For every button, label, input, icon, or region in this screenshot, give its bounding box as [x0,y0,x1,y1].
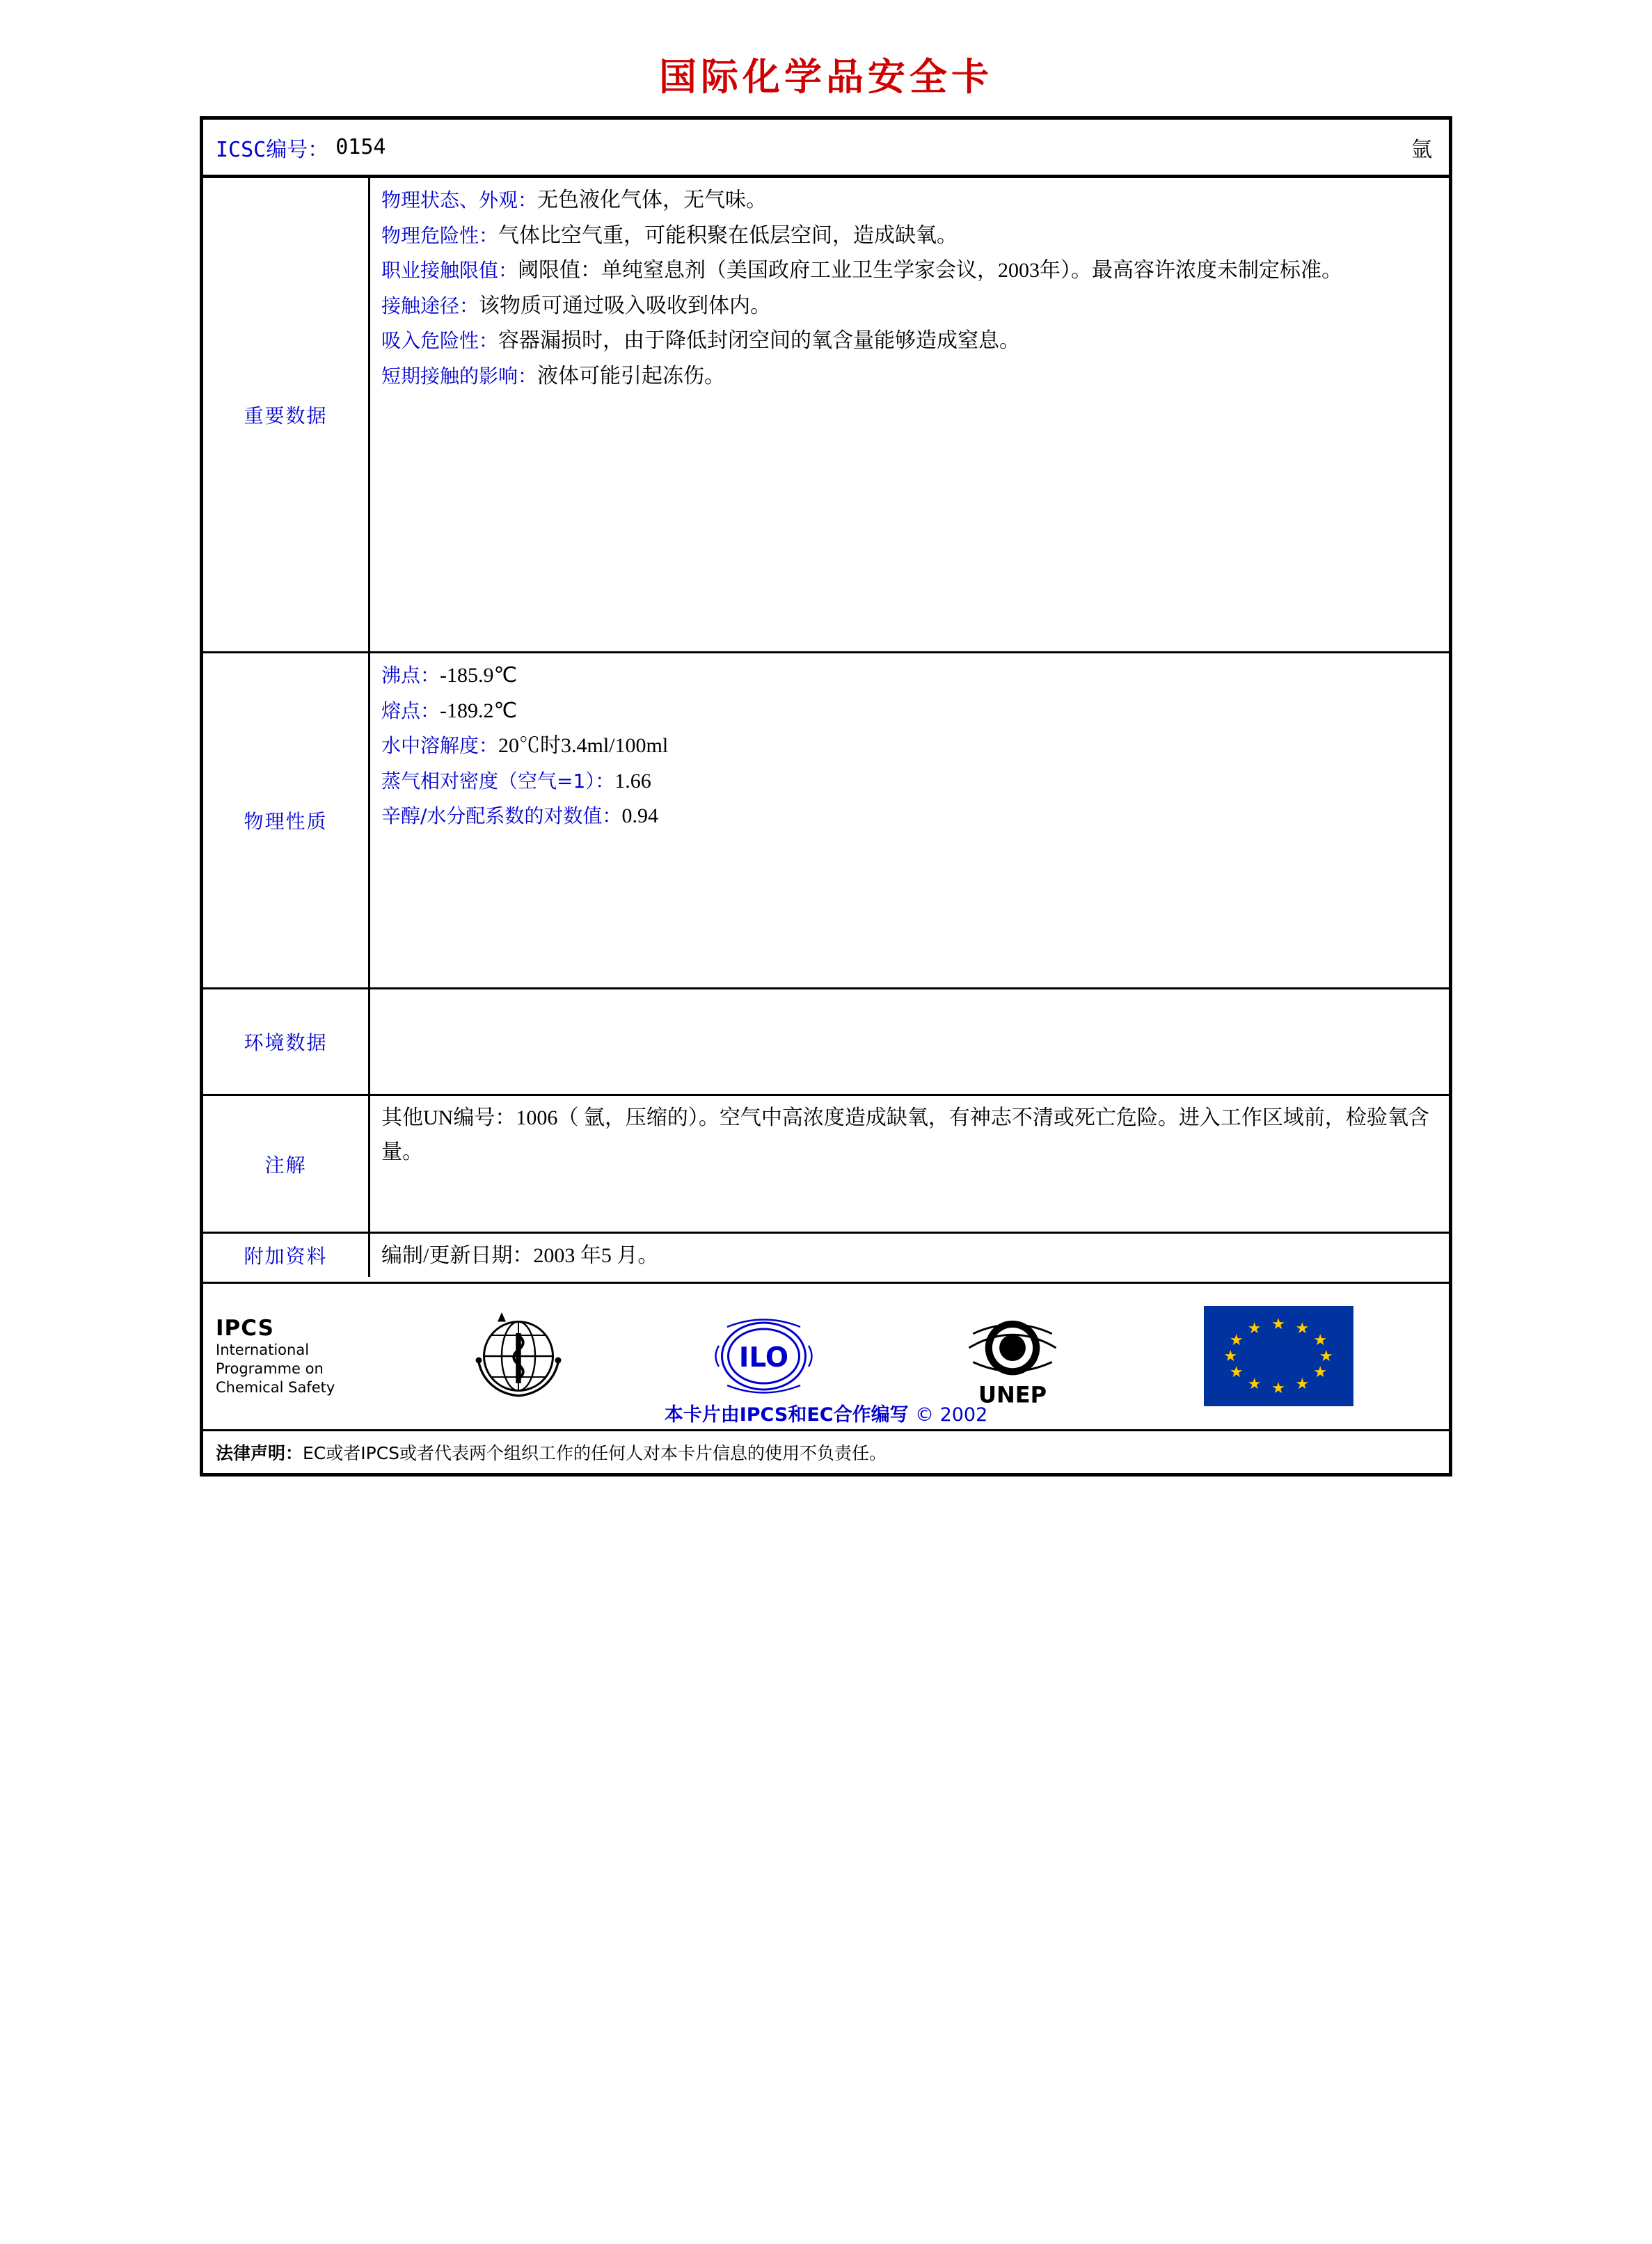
section-body-important [370,178,1449,651]
data-line [381,184,1438,218]
ipcs-line-3: Chemical Safety [216,1378,335,1396]
notes-text: 其他UN编号：1006（ 氩，压缩的）。空气中高浓度造成缺氧，有神志不清或死亡危险。进入工作区域前，检验氧含量。 [381,1106,1429,1163]
section-label-important: 重要数据 [203,178,370,651]
section-physical-properties [203,653,1449,989]
data-line [381,360,1438,394]
section-label-environmental: 环境数据 [203,989,370,1094]
data-line [381,219,1438,253]
section-label-notes: 注解 [203,1096,370,1232]
section-body-physical [370,653,1449,987]
field-key: 熔点： [381,699,440,722]
organization-logos [370,1303,1449,1410]
data-line [381,765,1438,799]
card-header [203,120,1449,178]
safety-card [200,116,1452,1477]
legal-label: 法律声明： [216,1442,303,1463]
field-value: 0.94 [621,804,658,828]
copyright-text: © 2002 [914,1403,988,1426]
page-title: 国际化学品安全卡 [659,55,993,99]
field-value: 1.66 [614,769,651,793]
section-environmental-data [203,989,1449,1096]
data-line [381,659,1438,693]
ipcs-title: IPCS [216,1315,274,1341]
substance-name: 氩 [1411,138,1432,161]
who-logo-icon [466,1304,571,1408]
section-label-additional: 附加资料 [203,1234,370,1277]
field-value: -189.2℃ [440,699,518,722]
data-line [381,694,1438,729]
section-important-data [203,178,1449,653]
unep-label: UNEP [978,1381,1047,1408]
additional-text: 编制/更新日期：2003 年5 月。 [381,1244,659,1267]
eu-flag-icon: ★ ★ ★ ★ ★ ★ ★ ★ ★ ★ ★ ★ [1204,1306,1353,1406]
field-key: 物理危险性： [381,223,499,247]
data-line [381,254,1438,288]
data-line [381,729,1438,763]
field-key: 水中溶解度： [381,734,499,758]
field-key: 吸入危险性： [381,329,499,353]
field-key: 接触途径： [381,294,479,317]
field-value: 液体可能引起冻伤。 [537,364,726,388]
data-line [381,289,1438,324]
section-notes [203,1096,1449,1234]
field-value: -185.9℃ [440,664,518,687]
field-key: 短期接触的影响： [381,364,538,388]
icsc-label: ICSC编号： [216,137,329,162]
section-additional-info [203,1234,1449,1284]
credit-text: 本卡片由IPCS和EC合作编写 [664,1403,909,1426]
section-body-additional [370,1234,1449,1282]
field-value: 无色液化气体，无气味。 [537,189,768,212]
ipcs-block [203,1316,370,1396]
field-key: 蒸气相对密度（空气=1）： [381,769,615,793]
field-key: 辛醇/水分配系数的对数值： [381,804,622,828]
section-label-physical: 物理性质 [203,653,370,987]
svg-text:ILO: ILO [738,1342,788,1374]
ipcs-line-1: International [216,1341,310,1358]
field-value: 气体比空气重，可能积聚在低层空间，造成缺氧。 [498,223,958,247]
data-line [381,799,1438,834]
field-value: 阈限值：单纯窒息剂（美国政府工业卫生学家会议，2003年）。最高容许浓度未制定标准。 [518,259,1343,283]
footer-logo-band [203,1284,1449,1431]
ipcs-line-2: Programme on [216,1360,324,1377]
legal-notice [203,1431,1449,1473]
ilo-logo-icon [706,1304,821,1408]
section-body-notes [370,1096,1449,1232]
credit-line [203,1399,1449,1426]
legal-text: EC或者IPCS或者代表两个组织工作的任何人对本卡片信息的使用不负责任。 [303,1442,887,1463]
field-value: 该物质可通过吸入吸收到体内。 [479,294,772,317]
field-value: 容器漏损时，由于降低封闭空间的氧含量能够造成窒息。 [498,329,1021,353]
field-key: 沸点： [381,664,440,687]
section-body-environmental [370,989,1449,1094]
field-value: 20℃时3.4ml/100ml [498,734,669,758]
icsc-number: 0154 [335,135,386,159]
field-key: 物理状态、外观： [381,189,538,212]
field-key: 职业接触限值： [381,259,518,283]
unep-logo-icon [957,1303,1068,1410]
data-line [381,324,1438,358]
